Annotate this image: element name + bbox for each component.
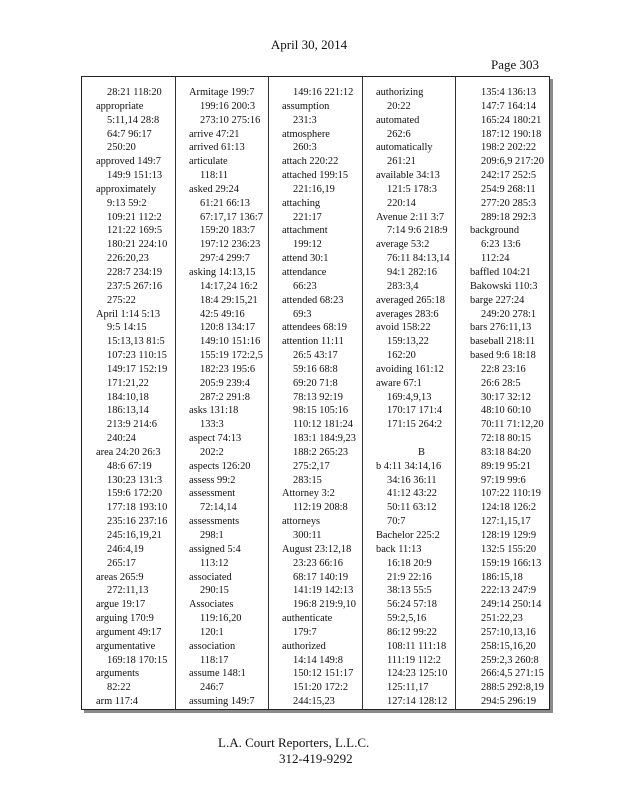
index-entry: areas 265:9 bbox=[96, 571, 144, 583]
index-reference: 70:11 71:12,20 bbox=[481, 419, 544, 431]
index-reference: 48:10 60:10 bbox=[481, 405, 531, 417]
index-reference: 198:2 202:22 bbox=[481, 142, 537, 154]
index-column-2 bbox=[189, 86, 280, 709]
index-reference: 20:22 bbox=[387, 100, 411, 112]
index-reference: 183:1 184:9,23 bbox=[293, 433, 356, 445]
index-reference: 245:16,19,21 bbox=[107, 530, 162, 541]
index-entry: aspects 126:20 bbox=[189, 460, 251, 472]
index-reference: 169:18 170:15 bbox=[107, 654, 168, 666]
index-reference: 147:7 164:14 bbox=[481, 100, 537, 112]
index-reference: 68:17 140:19 bbox=[293, 571, 349, 583]
index-reference: 290:15 bbox=[200, 585, 229, 597]
index-reference: 244:15,23 bbox=[293, 696, 335, 708]
index-reference: 275:22 bbox=[107, 294, 136, 306]
index-entry: assumption bbox=[282, 100, 330, 112]
index-reference: 250:20 bbox=[107, 142, 136, 154]
index-reference: 141:19 142:13 bbox=[293, 585, 354, 597]
index-reference: 118:11 bbox=[200, 170, 229, 182]
index-reference: 294:5 296:19 bbox=[481, 696, 537, 708]
index-reference: 273:10 275:16 bbox=[200, 114, 261, 126]
index-reference: 59:2,5,16 bbox=[387, 613, 427, 625]
index-entry: based 9:6 18:18 bbox=[470, 350, 536, 362]
index-reference: 28:21 118:20 bbox=[107, 87, 162, 98]
index-reference: 82:22 bbox=[107, 682, 131, 694]
index-entry: attached 199:15 bbox=[282, 170, 349, 182]
index-entry: asking 14:13,15 bbox=[189, 266, 256, 278]
index-reference: 188:2 265:23 bbox=[293, 446, 349, 458]
index-reference: 169:4,9,13 bbox=[387, 391, 432, 403]
index-reference: 42:5 49:16 bbox=[200, 308, 245, 320]
index-reference: 149:9 151:13 bbox=[107, 170, 163, 182]
index-entry: attention 11:11 bbox=[282, 336, 344, 348]
index-entry: asked 29:24 bbox=[189, 183, 239, 195]
index-reference: 70:7 bbox=[387, 516, 406, 528]
index-entry: authenticate bbox=[282, 613, 333, 625]
index-entry: attendees 68:19 bbox=[282, 322, 347, 334]
index-reference: 72:18 80:15 bbox=[481, 433, 531, 445]
index-reference: 186:15,18 bbox=[481, 571, 523, 583]
index-reference: 242:17 252:5 bbox=[481, 170, 537, 182]
index-reference: 246:7 bbox=[200, 682, 224, 694]
index-reference: 107:22 110:19 bbox=[481, 488, 541, 500]
index-entry: area 24:20 26:3 bbox=[96, 446, 161, 458]
index-reference: 121:5 178:3 bbox=[387, 183, 437, 195]
index-reference: 177:18 193:10 bbox=[107, 502, 168, 514]
index-reference: 162:20 bbox=[387, 350, 416, 362]
index-entry: Bakowski 110:3 bbox=[470, 280, 538, 292]
index-entry: arrived 61:13 bbox=[189, 142, 245, 154]
index-entry: attaching bbox=[282, 197, 321, 209]
index-reference: 149:10 151:16 bbox=[200, 336, 261, 348]
index-column-5 bbox=[470, 86, 561, 709]
index-reference: 124:23 125:10 bbox=[387, 668, 448, 680]
index-reference: 221:17 bbox=[293, 211, 322, 223]
index-reference: 265:17 bbox=[107, 557, 136, 569]
index-reference: 56:24 57:18 bbox=[387, 599, 437, 611]
page-number: Page 303 bbox=[491, 57, 540, 72]
index-reference: 23:23 66:16 bbox=[293, 557, 343, 569]
footer-company: L.A. Court Reporters, L.L.C. bbox=[218, 735, 370, 750]
index-entry: attendance bbox=[282, 266, 327, 278]
index-column-1 bbox=[96, 86, 187, 709]
index-reference: 202:2 bbox=[200, 446, 224, 458]
index-reference: 118:17 bbox=[200, 654, 229, 666]
index-reference: 132:5 155:20 bbox=[481, 543, 537, 555]
index-reference: 72:14,14 bbox=[200, 502, 237, 514]
index-reference: 187:12 190:18 bbox=[481, 128, 542, 140]
index-reference: 16:18 20:9 bbox=[387, 557, 432, 569]
index-entry: attended 68:23 bbox=[282, 294, 344, 306]
index-reference: 180:21 224:10 bbox=[107, 239, 168, 251]
index-reference: 287:2 291:8 bbox=[200, 391, 250, 403]
index-reference: 297:4 299:7 bbox=[200, 253, 250, 265]
index-reference: 41:12 43:22 bbox=[387, 488, 437, 500]
index-entry: Armitage 199:7 bbox=[189, 87, 255, 98]
index-reference: 240:24 bbox=[107, 433, 136, 445]
index-entry: attorneys bbox=[282, 516, 321, 528]
index-reference: 50:11 63:12 bbox=[387, 502, 437, 514]
index-reference: 97:19 99:6 bbox=[481, 474, 526, 486]
index-reference: 89:19 95:21 bbox=[481, 460, 531, 472]
index-reference: 179:7 bbox=[293, 626, 317, 638]
index-reference: 110:12 181:24 bbox=[293, 419, 353, 431]
index-entry: aware 67:1 bbox=[376, 377, 422, 389]
index-reference: 26:5 43:17 bbox=[293, 350, 338, 362]
index-reference: 258:15,16,20 bbox=[481, 640, 536, 652]
index-entry: Associates bbox=[189, 599, 234, 611]
index-entry: appropriate bbox=[96, 100, 144, 112]
index-reference: 127:14 128:12 bbox=[387, 696, 448, 708]
index-section-letter: B bbox=[418, 446, 425, 458]
index-reference: 182:23 195:6 bbox=[200, 363, 256, 375]
index-entry: assigned 5:4 bbox=[189, 543, 241, 555]
index-reference: 170:17 171:4 bbox=[387, 405, 443, 417]
index-reference: 21:9 22:16 bbox=[387, 571, 432, 583]
index-reference: 18:4 29:15,21 bbox=[200, 294, 258, 306]
index-reference: 108:11 111:18 bbox=[387, 640, 447, 652]
index-reference: 222:13 247:9 bbox=[481, 585, 537, 597]
index-entry: assume 148:1 bbox=[189, 668, 246, 680]
index-reference: 159:19 166:13 bbox=[481, 557, 542, 569]
index-reference: 128:19 129:9 bbox=[481, 530, 537, 541]
index-reference: 38:13 55:5 bbox=[387, 585, 432, 597]
index-reference: 199:12 bbox=[293, 239, 322, 251]
index-entry: associated bbox=[189, 571, 232, 583]
index-column-4 bbox=[376, 86, 467, 709]
index-reference: 5:11,14 28:8 bbox=[107, 114, 160, 126]
index-reference: 112:24 bbox=[481, 253, 510, 265]
index-entry bbox=[376, 432, 467, 446]
index-entry: August 23:12,18 bbox=[282, 543, 352, 555]
index-reference: 121:22 169:5 bbox=[107, 225, 163, 237]
index-reference: 159:20 183:7 bbox=[200, 225, 256, 237]
index-entry: attach 220:22 bbox=[282, 156, 339, 168]
index-reference: 151:20 172:2 bbox=[293, 682, 349, 694]
index-entry: attachment bbox=[282, 225, 328, 237]
index-entry: averages 283:6 bbox=[376, 308, 439, 320]
index-entry: barge 227:24 bbox=[470, 294, 525, 306]
index-reference: 113:12 bbox=[200, 557, 229, 569]
index-reference: 61:21 66:13 bbox=[200, 197, 250, 209]
index-entry: baseball 218:11 bbox=[470, 336, 536, 348]
index-reference: 135:4 136:13 bbox=[481, 87, 537, 98]
index-entry: argument 49:17 bbox=[96, 626, 162, 638]
index-reference: 64:7 96:17 bbox=[107, 128, 152, 140]
index-reference: 220:14 bbox=[387, 197, 416, 209]
index-reference: 283:3,4 bbox=[387, 280, 419, 292]
index-reference: 149:16 221:12 bbox=[293, 87, 354, 98]
index-reference: 159:6 172:20 bbox=[107, 488, 163, 500]
index-reference: 149:17 152:19 bbox=[107, 363, 168, 375]
index-entry: avoiding 161:12 bbox=[376, 363, 444, 375]
index-reference: 69:20 71:8 bbox=[293, 377, 338, 389]
index-reference: 221:16,19 bbox=[293, 183, 335, 195]
index-reference: 199:16 200:3 bbox=[200, 100, 256, 112]
index-entry: arm 117:4 bbox=[96, 696, 139, 708]
index-reference: 67:17,17 136:7 bbox=[200, 211, 263, 223]
index-reference: 26:6 28:5 bbox=[481, 377, 521, 389]
index-entry: arguments bbox=[96, 668, 140, 680]
index-entry: argumentative bbox=[96, 640, 156, 652]
index-entry: authorized bbox=[282, 640, 326, 652]
index-reference: 246:4,19 bbox=[107, 543, 144, 555]
index-reference: 94:1 282:16 bbox=[387, 266, 437, 278]
index-entry: avoid 158:22 bbox=[376, 322, 431, 334]
index-reference: 231:3 bbox=[293, 114, 317, 126]
index-entry: approximately bbox=[96, 183, 157, 195]
index-reference: 14:17,24 16:2 bbox=[200, 280, 258, 292]
index-reference: 275:2,17 bbox=[293, 460, 330, 472]
index-entry: April 1:14 5:13 bbox=[96, 308, 161, 320]
index-reference: 15:13,13 81:5 bbox=[107, 336, 165, 348]
index-reference: 272:11,13 bbox=[107, 585, 149, 597]
index-reference: 283:15 bbox=[293, 474, 322, 486]
index-reference: 266:4,5 271:15 bbox=[481, 668, 544, 680]
index-reference: 300:11 bbox=[293, 530, 322, 541]
index-reference: 171:15 264:2 bbox=[387, 419, 443, 431]
index-reference: 9:13 59:2 bbox=[107, 197, 147, 209]
index-page-frame bbox=[81, 76, 550, 710]
index-reference: 133:3 bbox=[200, 419, 224, 431]
index-entry: assuming 149:7 bbox=[189, 696, 255, 708]
index-entry: assess 99:2 bbox=[189, 474, 236, 486]
index-reference: 251:22,23 bbox=[481, 613, 523, 625]
index-entry: atmosphere bbox=[282, 128, 330, 140]
index-reference: 6:23 13:6 bbox=[481, 239, 521, 251]
index-entry: arguing 170:9 bbox=[96, 613, 154, 625]
footer-phone: 312-419-9292 bbox=[279, 751, 353, 766]
index-reference: 298:1 bbox=[200, 530, 224, 541]
index-reference: 260:3 bbox=[293, 142, 317, 154]
index-entry: bars 276:11,13 bbox=[470, 322, 532, 334]
index-reference: 127:1,15,17 bbox=[481, 516, 531, 528]
index-reference: 288:5 292:8,19 bbox=[481, 682, 544, 694]
index-reference: 209:6,9 217:20 bbox=[481, 156, 544, 168]
index-reference: 289:18 292:3 bbox=[481, 211, 537, 223]
index-reference: 111:19 112:2 bbox=[387, 654, 441, 666]
index-entry: aspect 74:13 bbox=[189, 433, 242, 445]
index-entry: background bbox=[470, 225, 520, 237]
index-reference: 155:19 172:2,5 bbox=[200, 350, 263, 362]
index-reference: 34:16 36:11 bbox=[387, 474, 437, 486]
index-reference: 119:16,20 bbox=[200, 613, 242, 625]
index-entry: average 53:2 bbox=[376, 239, 430, 251]
index-reference: 249:20 278:1 bbox=[481, 308, 537, 320]
index-reference: 261:21 bbox=[387, 156, 416, 168]
index-reference: 107:23 110:15 bbox=[107, 350, 167, 362]
index-reference: 165:24 180:21 bbox=[481, 114, 542, 126]
index-reference: 76:11 84:13,14 bbox=[387, 253, 450, 265]
index-entry: approved 149:7 bbox=[96, 156, 161, 168]
index-reference: 228:7 234:19 bbox=[107, 266, 163, 278]
index-reference: 9:5 14:15 bbox=[107, 322, 147, 334]
index-entry: Avenue 2:11 3:7 bbox=[376, 211, 445, 223]
index-reference: 249:14 250:14 bbox=[481, 599, 542, 611]
index-reference: 197:12 236:23 bbox=[200, 239, 261, 251]
index-entry: assessments bbox=[189, 516, 240, 528]
index-reference: 59:16 68:8 bbox=[293, 363, 338, 375]
index-entry: available 34:13 bbox=[376, 170, 440, 182]
index-reference: 109:21 112:2 bbox=[107, 211, 162, 223]
index-reference: 86:12 99:22 bbox=[387, 626, 437, 638]
index-reference: 69:3 bbox=[293, 308, 312, 320]
index-reference: 226:20,23 bbox=[107, 253, 149, 265]
index-entry: assessment bbox=[189, 488, 236, 500]
index-entry: automatically bbox=[376, 142, 433, 154]
page-date: April 30, 2014 bbox=[270, 37, 348, 52]
index-entry: authorizing bbox=[376, 87, 424, 98]
index-reference: 14:14 149:8 bbox=[293, 654, 343, 666]
index-reference: 48:6 67:19 bbox=[107, 460, 152, 472]
index-entry: baffled 104:21 bbox=[470, 266, 531, 278]
index-reference: 259:2,3 260:8 bbox=[481, 654, 539, 666]
index-entry: averaged 265:18 bbox=[376, 294, 445, 306]
index-column-3 bbox=[282, 86, 373, 709]
index-reference: 171:21,22 bbox=[107, 377, 149, 389]
index-reference: 257:10,13,16 bbox=[481, 626, 536, 638]
index-reference: 277:20 285:3 bbox=[481, 197, 537, 209]
index-reference: 254:9 268:11 bbox=[481, 183, 536, 195]
index-entry: Attorney 3:2 bbox=[282, 488, 335, 500]
index-reference: 184:10,18 bbox=[107, 391, 149, 403]
index-reference: 22:8 23:16 bbox=[481, 363, 526, 375]
index-reference: 196:8 219:9,10 bbox=[293, 599, 356, 611]
index-entry: attend 30:1 bbox=[282, 253, 329, 265]
index-reference: 237:5 267:16 bbox=[107, 280, 163, 292]
index-reference: 213:9 214:6 bbox=[107, 419, 157, 431]
index-reference: 205:9 239:4 bbox=[200, 377, 250, 389]
index-reference: 130:23 131:3 bbox=[107, 474, 163, 486]
index-entry: automated bbox=[376, 114, 420, 126]
index-reference: 186:13,14 bbox=[107, 405, 149, 417]
index-reference: 66:23 bbox=[293, 280, 317, 292]
index-reference: 120:8 134:17 bbox=[200, 322, 256, 334]
index-reference: 83:18 84:20 bbox=[481, 446, 531, 458]
index-reference: 120:1 bbox=[200, 626, 224, 638]
index-reference: 262:6 bbox=[387, 128, 411, 140]
index-entry: arrive 47:21 bbox=[189, 128, 240, 140]
index-entry: back 11:13 bbox=[376, 543, 422, 555]
index-reference: 30:17 32:12 bbox=[481, 391, 531, 403]
index-reference: 150:12 151:17 bbox=[293, 668, 354, 680]
index-entry: b 4:11 34:14,16 bbox=[376, 460, 442, 472]
index-reference: 98:15 105:16 bbox=[293, 405, 349, 417]
index-reference: 235:16 237:16 bbox=[107, 516, 168, 528]
index-entry: articulate bbox=[189, 156, 228, 168]
index-reference: 124:18 126:2 bbox=[481, 502, 537, 514]
index-reference: 159:13,22 bbox=[387, 336, 429, 348]
index-reference: 7:14 9:6 218:9 bbox=[387, 225, 448, 237]
index-entry: argue 19:17 bbox=[96, 599, 146, 611]
index-reference: 125:11,17 bbox=[387, 682, 429, 694]
index-entry: association bbox=[189, 640, 236, 652]
index-reference: 78:13 92:19 bbox=[293, 391, 343, 403]
index-entry: Bachelor 225:2 bbox=[376, 530, 440, 541]
index-entry: asks 131:18 bbox=[189, 405, 239, 417]
index-reference: 112:19 208:8 bbox=[293, 502, 348, 514]
